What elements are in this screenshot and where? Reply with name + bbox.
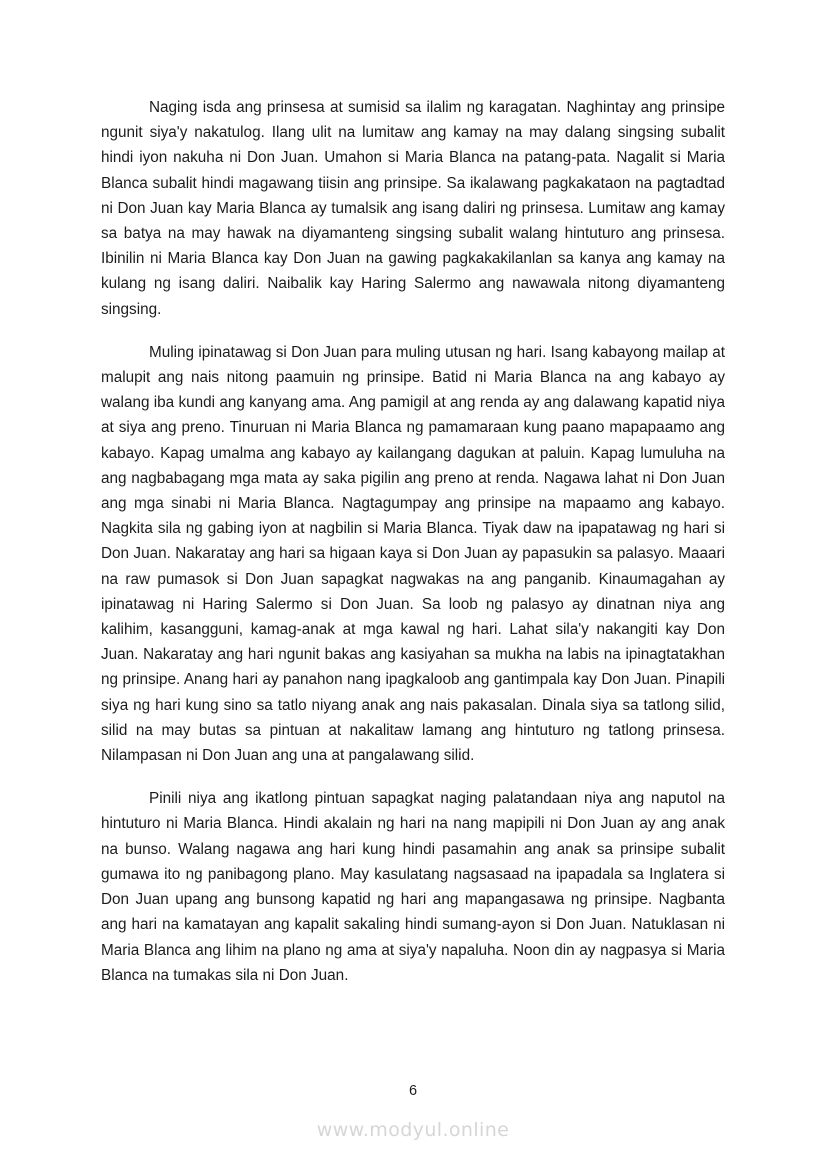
story-paragraph-2: Muling ipinatawag si Don Juan para muling utusan ng hari. Isang kabayong mailap at malupit ang nais nitong paamuin ng prinsipe. Batid ni Maria Blanca na ang kabayo ay walang iba kundi ang kanyang ama. Ang pamigil at ang renda ay ang dalawang kapatid niya at siya ang preno. Tinuruan ni Maria Blanca ng pamamaraan kung paano mapapaamo ang kabayo. Kapag umalma ang kabayo ay kailangang dagukan at paluin. Kapag lumuluha na ang nagbabagang mga mata ay saka pigilin ang preno at renda. Nagawa lahat ni Don Juan ang mga sinabi ni Maria Blanca. Nagtagumpay ang prinsipe na mapaamo ang kabayo. Nagkita sila ng gabing iyon at nagbilin si Maria Blanca. Tiyak daw na ipapatawag ng hari si Don Juan. Nakaratay ang hari sa higaan kaya si Don Juan ay papasukin sa palasyo. Maaari na raw pumasok si Don Juan sapagkat nagwakas na ang panganib. Kinaumagahan ay ipinatawag ni Haring Salermo si Don Juan. Sa loob ng palasyo ay dinatnan niya ang kalihim, kasangguni, kamag-anak at mga kawal ng hari. Lahat sila'y nakangiti kay Don Juan. Nakaratay ang hari ngunit bakas ang kasiyahan sa mukha na labis na ipinagtatakhan ng prinsipe. Anang hari ay panahon nang ipagkaloob ang gantimpala kay Don Juan. Pinapili siya ng hari kung sino sa tatlo niyang anak ang nais pakasalan. Dinala siya sa tatlong silid, silid na may butas sa pintuan at nakalitaw lamang ang hintuturo ng tatlong prinsesa. Nilampasan ni Don Juan ang una at pangalawang silid. [101,343,725,765]
story-paragraph-3: Pinili niya ang ikatlong pintuan sapagkat naging palatandaan niya ang naputol na hintuturo ni Maria Blanca. Hindi akalain ng hari na nang mapipili ni Don Juan ay ang anak na bunso. Walang nagawa ang hari kung hindi pasamahin ang anak sa prinsipe subalit gumawa ito ng panibagong plano. May kasulatang nagsasaad na ipapadala sa Inglatera si Don Juan upang ang bunsong kapatid ng hari ang mapangasawa ng prinsipe. Nagbanta ang hari na kamatayan ang kapalit sakaling hindi sumang-ayon si Don Juan. Natuklasan ni Maria Blanca ang lihim na plano ng ama at siya'y napaluha. Noon din ay nagpasya si Maria Blanca na tumakas sila ni Don Juan. [101,790,725,984]
watermark: www.modyul.online [316,1119,510,1141]
document-body [101,95,725,1006]
story-paragraph-1: Naging isda ang prinsesa at sumisid sa ilalim ng karagatan. Naghintay ang prinsipe ngunit siya'y nakatulog. Ilang ulit na lumitaw ang kamay na may dalang singsing subalit hindi iyon nakuha ni Don Juan. Umahon si Maria Blanca na patang-pata. Nagalit si Maria Blanca subalit hindi magawang tiisin ang prinsipe. Sa ikalawang pagkakataon na pagtadtad ni Don Juan kay Maria Blanca ay tumalsik ang isang daliri ng prinsesa. Lumitaw ang kamay sa batya na may hawak na diyamanteng singsing subalit walang hintuturo ang prinsesa. Ibinilin ni Maria Blanca kay Don Juan na gawing pagkakakilanlan sa kanya ang kamay na kulang ng isang daliri. Naibalik kay Haring Salermo ang nawawala nitong diyamanteng singsing. [101,99,725,318]
page-number: 6 [408,1083,418,1099]
